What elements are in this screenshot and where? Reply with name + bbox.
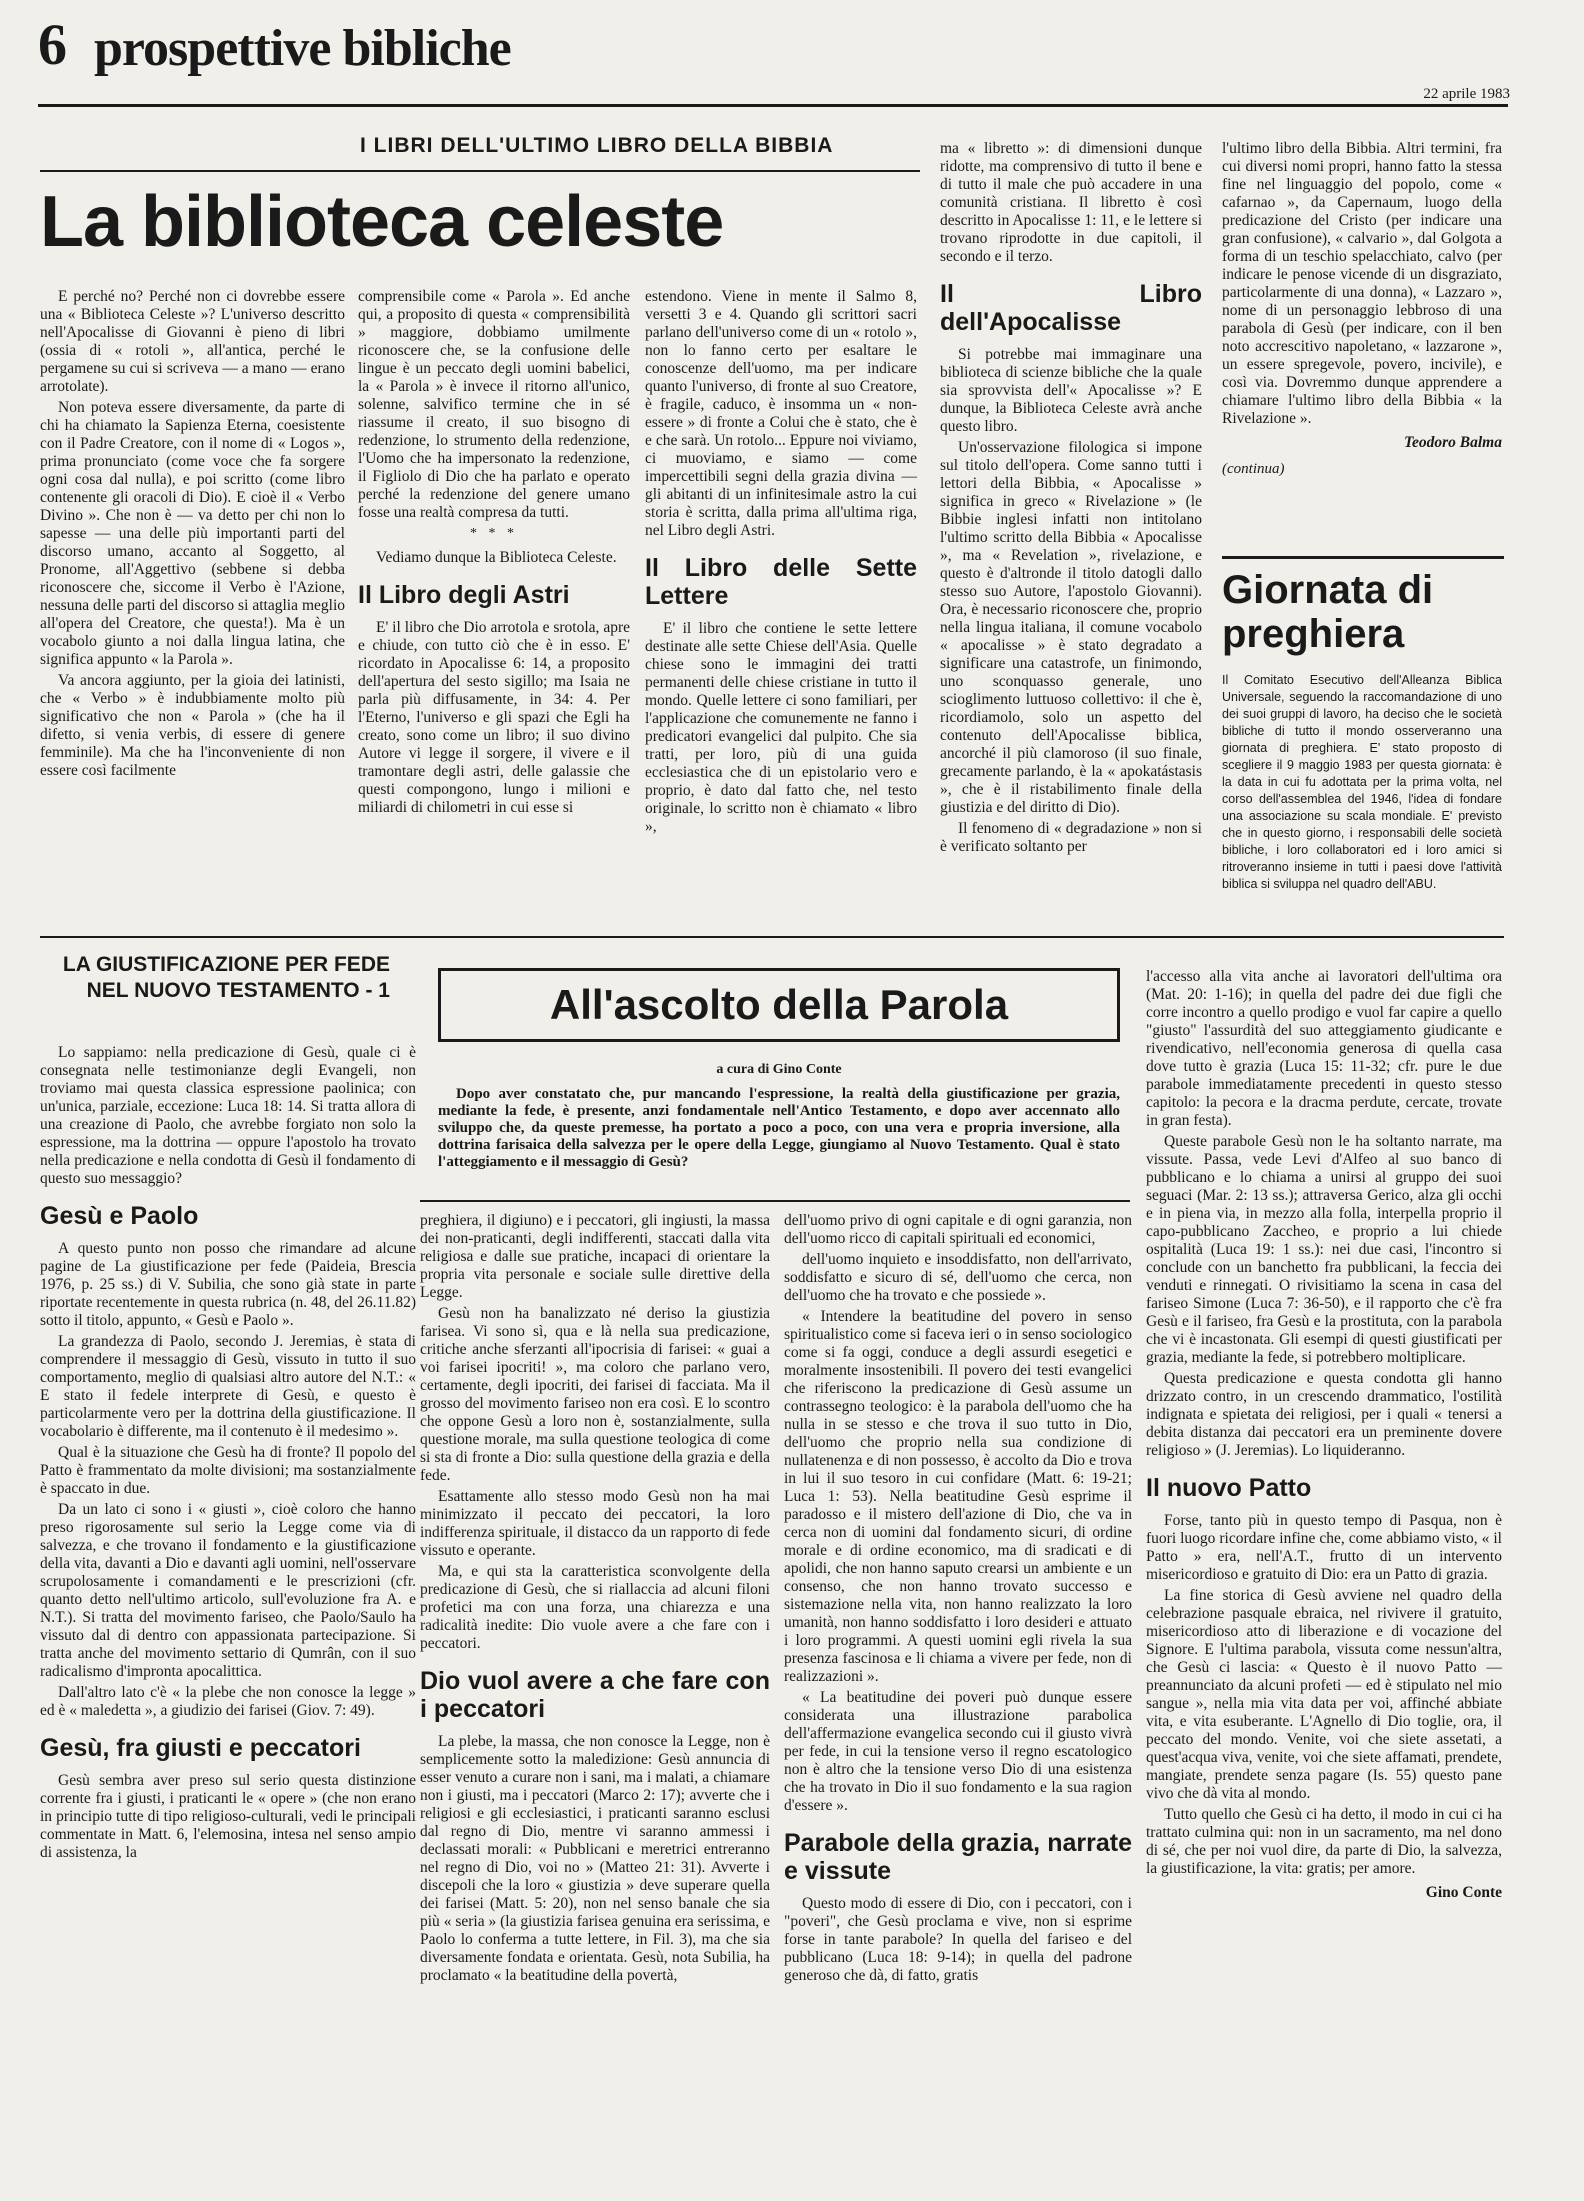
kicker-rule bbox=[40, 170, 920, 172]
article2-lead: Dopo aver constatato che, pur mancando l'espressione, la realtà della giustificazione per grazia, mediante la fede, è presente, anzi fondamentale nell'Antico Testamento, e dopo aver accennato allo sviluppo che, da queste premesse, ha portato a poco a poco, con una vera e propria inversione, alla dottrina farisaica della salvezza per le opere della Legge, giungiamo al Nuovo Testamento. Qual è stato l'atteggiamento e il messaggio di Gesù? bbox=[438, 1086, 1120, 1170]
subheading-apocalisse: Il Libro dell'Apocalisse bbox=[940, 280, 1202, 336]
article2-colB: preghiera, il digiuno) e i peccatori, gli ingiusti, la massa dei non-praticanti, degli indifferenti, staccati dalla vita religiosa e dalle sue pratiche, incapaci di orientare la propria vita personale e sociale sulle direttive della Legge. Gesù non ha banalizzato né deriso la giustizia farisea. Vi sono sì, qua e là nella sua predicazione, critiche anche sferzanti all'ipocrisia di farisei: « guai a voi farisei ipocriti! », ma coloro che parlano vero, certamente, degli ipocriti, dei farisei di facciata. Ma il grosso del movimento fariseo non era così. E lo scontro che oppone Gesù a loro non è, sostanzialmente, sulla questione morale, ma sulla questione teologica di come si sta di fronte a Dio: sulla questione della grazia e della fede. Esattamente allo stesso modo Gesù non ha mai minimizzato il peccato dei peccatori, la loro indifferenza spirituale, il distacco da un rapporto di fede vissuto e operante. Ma, e qui sta la caratteristica sconvolgente della predicazione di Gesù, che si riallaccia ad alcuni filoni profetici ma con una forza, una chiarezza e una radicalità inedite: Dio vuole avere a che fare con i peccatori. Dio vuol avere a che fare con i peccatori La plebe, la massa, che non conosce la Legge, non è semplicemente sotto la maledizione: Gesù annuncia di esser venuto a curare non i sani, ma i malati, a chiamare non i giusti, ma i peccatori (Marco 2: 17); avverte che i religiosi e gli ecclesiastici, i praticanti saranno esclusi dal regno di Dio, mentre vi saranno ammessi i declassati morali: « Pubblicani e meretrici entreranno nel regno di Dio, voi no » (Matteo 21: 31). Avverte i discepoli che la loro « giustizia » deve superare quella dei farisei (Matt. 5: 20), non nel senso banale che sia più « seria » (la giustizia farisea genuina era serissima, e Paolo lo conferma a tutte lettere, in Fil. 3), ma che sia diversamente fondata e orientata. Gesù, nota Subilia, ha proclamato « la beatitudine della povertà, bbox=[420, 1212, 770, 1984]
article1-col3: estendono. Viene in mente il Salmo 8, versetti 3 e 4. Quando gli scrittori sacri parlano dell'universo come di un « rotolo », non lo fanno certo per esaltare le conoscenze dell'uomo, ma per indicare quanto l'universo, di fronte al suo Creatore, è fragile, caduco, è insomma un « non-essere » di fronte a Colui che è stato, che è e che sarà. Un rotolo... Eppure noi viviamo, ci muoviamo, e siamo — come impercettibili segni della grazia divina — gli abitanti di un infinitesimale astro la cui storia è scritta, dalla prima all'ultima riga, nel Libro degli Astri. Il Libro delle Sette Lettere E' il libro che contiene le sette lettere destinate alle sette Chiese dell'Asia. Quelle chiese sono le immagini dei tratti permanenti delle chiese cristiane in tutto il mondo. Quelle lettere ci sono familiari, per l'applicazione che comunemente ne fanno i predicatori evangelici dal pulpito. Che sia tratti, per loro, più di una guida ecclesiastica che di un epistolario vero e proprio, è dato dal fatto che, nel testo originale, lo scritto non è chiamato « libro », bbox=[645, 288, 917, 835]
article1-col4: ma « libretto »: di dimensioni dunque ridotte, ma comprensivo di tutto il bene e di tutto il male che può accadere in una comunità cristiana. Il libretto è così descritto in Apocalisse 1: 11, e le lettere si trovano riprodotte in due capitoli, il secondo e il terzo. Il Libro dell'Apocalisse Si potrebbe mai immaginare una biblioteca di scienze bibliche che la quale sia sprovvista dell'« Apocalisse »? E dunque, la Biblioteca Celeste avrà anche questo libro. Un'osservazione filologica si impone sul titolo dell'opera. Come sanno tutti i lettori della Bibbia, « Apocalisse » significa in greco « Rivelazione » (le Bibbie inglesi infatti non intitolano l'ultimo scritto della Bibbia « Apocalisse », ma « Revelation », rivelazione, e questo è d'altronde il titolo datogli dallo stesso suo Autore, l'apostolo Giovanni). Ora, è necessario riconoscere che, proprio nella lingua italiana, il comune vocabolo « apocalisse » è stato degradato a significare una catastrofe, un finimondo, uno sconquasso generale, uno scioglimento luttuoso collettivo: il che è, ricordiamolo, solo un aspetto del contenuto dell'Apocalisse biblica, ancorché il più clamoroso (il suo finale, grecamente parlando, è la « apokatástasis », che è il ristabilimento finale della giustizia e del diritto di Dio). Il fenomeno di « degradazione » non si è verificato soltanto per bbox=[940, 140, 1202, 855]
masthead-title: prospettive bibliche bbox=[94, 20, 511, 77]
article2-kicker: LA GIUSTIFICAZIONE PER FEDE NEL NUOVO TESTAMENTO - 1 bbox=[62, 953, 390, 1002]
giornata-top-rule bbox=[1222, 556, 1504, 559]
giornata-headline: Giornata di preghiera bbox=[1222, 568, 1434, 656]
subheading-sette-lettere: Il Libro delle Sette Lettere bbox=[645, 554, 917, 610]
parola-title: All'ascolto della Parola bbox=[549, 981, 1009, 1028]
parola-title-box bbox=[438, 968, 1120, 1042]
article1-col2: comprensibile come « Parola ». Ed anche qui, a proposito di questa « comprensibilità » maggiore, dobbiamo umilmente riconoscere che, se la confusione delle lingue è un peccato degli uomini babelici, la « Parola » è invece il ritorno all'unico, solenne, salvifico termine che in sé riassume il creato, il suo bisogno di redenzione, lo strumento della redenzione, l'Uomo che ha impersonato la redenzione, il Figliolo di Dio che ha parlato e operato perché la redenzione del genere umano fosse una realtà compresa da tutti. * * * Vediamo dunque la Biblioteca Celeste. Il Libro degli Astri E' il libro che Dio arrotola e srotola, apre e chiude, con tutto ciò che è in esso. E' ricordato in Apocalisse 6: 14, a proposito dell'apertura del sesto sigillo; ma Isaia ne parla più diffusamente, in 34: 4. Per l'Eterno, l'universo e gli spazi che Egli ha creato, sono come un libro; il suo divino Autore vi legge il sorgere, il vivere e il tramontare degli astri, delle galassie che questi compongono, lungo i milioni e miliardi di chilometri in cui esse si bbox=[358, 288, 630, 816]
page-number: 6 bbox=[38, 12, 67, 77]
subheading-giusti-peccatori: Gesù, fra giusti e peccatori bbox=[40, 1734, 361, 1762]
article2-colD: l'accesso alla vita anche ai lavoratori dell'ultima ora (Mat. 20: 1-16); in quella del padre dei due figli che corre incontro a quello prodigo e vuol far capire a quello "giusto" l'assurdità del suo atteggiamento giudicante e rivendicativo, nell'economia generosa di quella casa dove tutto è grazia (Luca 15: 11-32; cfr. pure le due parabole immediatamente precedenti in questo stesso capitolo: la pecora e la dracma perdute, cercate, trovate in gran festa). Queste parabole Gesù non le ha soltanto narrate, ma vissute. Passa, vede Levi d'Alfeo al suo banco di pubblicano e lo chiama a unirsi al gruppo dei suoi seguaci (Mar. 2: 13 ss.); attraversa Gerico, alza gli occhi e in piena via, in mezzo alla folla, interpella proprio il capo-pubblicano Zaccheo, e proprio a lui chiede ospitalità (Luca 19: 1 ss.): nei due casi, l'incontro si conclude con un banchetto fra pubblicani, la feccia dei venduti e rinnegati. O rivisitiamo la scena in casa del fariseo Simone (Luca 7: 36-50), e il rapporto che c'è fra Gesù e il fariseo, fra Gesù e la prostituta, con la parabola che vi è incastonata. Gli esempi di questi giustificati per grazia, mediante la fede, si potrebbero moltiplicare. Questa predicazione e questa condotta gli hanno drizzato contro, in un crescendo drammatico, l'ostilità indignata e spietata dei religiosi, per i quali « tenersi a debita distanza dai peccatori era un preminente dovere religioso » (J. Jeremias). Lo liquideranno. Il nuovo Patto Forse, tanto più in questo tempo di Pasqua, non è fuori luogo ricordare infine che, come abbiamo visto, « il Patto » era, nell'A.T., frutto di un intervento misericordioso e gratuito di Dio: era un Patto di grazia. La fine storica di Gesù avviene nel quadro della celebrazione pasquale ebraica, nel rivivere il gratuito, misericordioso atto di liberazione e di vocazione del Signore. E l'ultima parabola, vissuta come nessun'altra, che Gesù ci lascia: « Questo è il nuovo Patto — preannunciato da alcuni profeti — ed è stipulato nel mio sangue », nella mia vita data per voi, affinché abbiate vita, e vita esuberante. L'Agnello di Dio toglie, ora, il peccato del mondo. Venite, voi che siete assetati, a quest'acqua viva, venite, voi che siete affamati, prendete, mangiate, prendete senza pagare (Is. 55) questo pane vivo che dà vita al mondo. Tutto quello che Gesù ci ha detto, il modo in cui ci ha trattato culmina qui: non in un sacramento, ma nel dono di sé, che per noi vuol dire, da parte di Dio, la salvezza, la giustificazione, la vita: gratis; per amore. Gino Conte bbox=[1146, 968, 1502, 1901]
lead-rule bbox=[420, 1200, 1130, 1202]
section-separator: * * * bbox=[470, 526, 518, 541]
article1-col1: E perché no? Perché non ci dovrebbe essere una « Biblioteca Celeste »? L'universo descritto nell'Apocalisse di Giovanni è pieno di libri (ossia di « rotoli », all'antica, perché le pergamene su cui si scriveva — a mano — erano arrotolate). Non poteva essere diversamente, da parte di chi ha chiamato la Sapienza Eterna, coesistente con il Padre Creatore, con il nome di « Logos », prima pronunciato (come voce che fa sorgere ogni cosa dal nulla), e poi scritto (come libro contenente gli oracoli di Dio). E cioè il « Verbo Divino ». Che non è — va detto per chi non lo sapesse — una delle più importanti parti del discorso umano, accanto al Soggetto, al Pronome, all'Aggettivo (sebbene si debba riconoscere che, siccome il Verbo è l'Azione, nessuna delle parti del discorso si attaglia meglio all'opera del Creatore, che questa!). Ma è un vocabolo giunto a noi dalla lingua latina, che significa appunto « la Parola ». Va ancora aggiunto, per la gioia dei latinisti, che « Verbo » è indubbiamente molto più significativo che non « Parola » (che ha il difetto, si venia verbis, di essere di genere femminile). Ma che ha l'inconveniente di non essere così facilmente bbox=[40, 288, 345, 779]
article2-colA: Lo sappiamo: nella predicazione di Gesù, quale ci è consegnata nelle testimonianze degli Evangeli, non troviamo mai questa classica espressione paolinica; con un'unica, parziale, eccezione: Luca 18: 14. Si tratta allora di una creazione di Paolo, che avrebbe forgiato non solo la espressione, ma la dottrina — oppure l'apostolo ha trovato nella predicazione e nella condotta di Gesù il fondamento di questo suo messaggio? Gesù e Paolo A questo punto non posso che rimandare ad alcune pagine de La giustificazione per fede (Paideia, Brescia 1976, p. 25 ss.) di V. Subilia, che sono già state in parte riportate recentemente in questa rubrica (n. 48, del 26.11.82) sotto il titolo, appunto, « Gesù e Paolo ». La grandezza di Paolo, secondo J. Jeremias, è stata di comprendere il messaggio di Gesù, vissuto in tutto il suo comportamento, meglio di qualsiasi altro autore del N.T.: « E stato il fedele interprete di Gesù, e questo è particolarmente vero per la dottrina della giustificazione. Il vocabolario è differente, ma il contenuto è il medesimo ». Qual è la situazione che Gesù ha di fronte? Il popolo del Patto è frammentato da molte divisioni; ma sostanzialmente è spaccato in due. Da un lato ci sono i « giusti », cioè coloro che hanno preso rigorosamente sul serio la Legge come via di salvezza, e che trovano il fondamento e la giustificazione della vita, davanti a Dio e davanti agli uomini, nell'osservare scrupolosamente i comandamenti e le prescrizioni (cfr. quanto detto nell'ultimo articolo, sull'evoluzione fra A. e N.T.). Si tratta del movimento fariseo, che Paolo/Saulo ha vissuto dal di dentro con appassionata partecipazione. Si tratta anche del movimento settario di Qumrân, con il suo radicalismo d'impronta apocalittica. Dall'altro lato c'è « la plebe che non conosce la legge » ed è « maledetta », a giudizio dei farisei (Giov. 7: 49). Gesù, fra giusti e peccatori Gesù sembra aver preso sul serio questa distinzione corrente fra i giusti, i praticanti le « opere » (che non erano in principio tutte di tipo religioso-culturali, vedi le principali commentate in Matt. 6, l'elemosina, intesa nel senso ampio di assistenza, la bbox=[40, 1044, 416, 1861]
giornata-body: Il Comitato Esecutivo dell'Alleanza Biblica Universale, seguendo la raccomandazione di uno dei suoi gruppi di lavoro, ha deciso che le società bibliche di tutto il mondo osserveranno una giornata di preghiera. E' stato proposto di scegliere il 9 maggio 1983 per questa giornata: è la data in cui fu adottata per la prima volta, nel corso dell'assemblea del 1946, l'idea di fondare una associazione su scala mondiale. E' previsto che in questo giorno, i responsabili delle società bibliche, i loro collaboratori ed i loro amici si ritroveranno insieme in tutti i paesi dove l'attività biblica si sviluppa nel quadro dell'ABU. bbox=[1222, 673, 1502, 891]
subheading-gesu-paolo: Gesù e Paolo bbox=[40, 1202, 199, 1230]
article1-kicker: I LIBRI DELL'ULTIMO LIBRO DELLA BIBBIA bbox=[360, 134, 834, 157]
masthead-date: 22 aprile 1983 bbox=[1423, 86, 1510, 102]
section-divider bbox=[40, 936, 1504, 938]
continua-note: (continua) bbox=[1222, 461, 1285, 477]
masthead bbox=[38, 14, 1548, 104]
subheading-nuovo-patto: Il nuovo Patto bbox=[1146, 1474, 1312, 1502]
article1-col5: l'ultimo libro della Bibbia. Altri termini, fra cui diversi nomi propri, hanno fatto la stessa fine nel linguaggio del popolo, come « cafarnao », da Capernaum, luogo della predicazione del Cristo (per indicare una gran confusione), « calvario », dal Golgota a forma di un teschio spelacchiato, calvo (per indicare le penose vicende di un disgraziato, particolarmente di una donna), « Lazzaro », nome di un personaggio lebbroso di una parabola di Gesù (per indicare, con il ben noto accrescitivo napoletano, « lazzarone », un essere spregevole, povero, incivile), e così via. Dovremmo dunque apprendere a chiamare l'ultimo libro della Bibbia « la Rivelazione ». Teodoro Balma (continua) bbox=[1222, 140, 1502, 477]
subheading-parabole: Parabole della grazia, narrate e vissute bbox=[784, 1829, 1132, 1885]
subheading-dio-peccatori: Dio vuol avere a che fare con i peccatori bbox=[420, 1667, 770, 1723]
signature-balma: Teodoro Balma bbox=[1403, 434, 1502, 451]
byline: a cura di Gino Conte bbox=[716, 1062, 842, 1077]
article2-colC: dell'uomo privo di ogni capitale e di ogni garanzia, non dell'uomo ricco di capitali spirituali ed economici, dell'uomo inquieto e insoddisfatto, non dell'arrivato, soddisfatto e sicuro di sé, dell'uomo che cerca, non dell'uomo che ha trovato e che possiede ». « Intendere la beatitudine del povero in senso spiritualistico come si faceva ieri o in senso sociologico come si fa oggi, conduce a degli assurdi esegetici e moralmente insostenibili. Il povero dei testi evangelici che riferiscono la predicazione di Gesù assume un contrassegno teologico: è la parabola dell'uomo che ha nulla in se stesso e che trova il suo tutto in Dio, dell'uomo che proprio nella sua condizione di nullatenenza e di non possesso, è accolto da Dio e trova in lui il suo tesoro in cui confidare (Matt. 6: 19-21; Luca 1: 53). Nella beatitudine Gesù esprime il paradosso e il mistero dell'azione di Dio, che va in cerca non di uomini dal fondamento sicuri, di ordine morale e di ordine economico, ma di sradicati e di apolidi, che non hanno saputo crearsi un ambiente e un consenso, che non hanno trovato successo e sistemazione nella vita, non hanno realizzato la loro umanità, non hanno soddisfatto i loro desideri e attuato i loro programmi. A questi uomini egli rivela la sua presenza fascinosa e li chiama a vivere per fede, non di realizzazioni ». « La beatitudine dei poveri può dunque essere considerata una illustrazione parabolica dell'affermazione evangelica secondo cui il giusto vivrà per fede, in cui la tensione verso il regno escatologico non è altro che la tensione verso Dio di una esistenza che ha trovato in Dio il suo fondamento e la sua ragion d'essere ». Parabole della grazia, narrate e vissute Questo modo di essere di Dio, con i peccatori, con i "poveri", che Gesù proclama e vive, non si esprime forse in tante parabole? In quella del fariseo e del pubblicano (Luca 18: 9-14); in quella del padrone generoso che dà, di fatto, gratis bbox=[784, 1212, 1132, 1984]
masthead-rule bbox=[38, 104, 1508, 107]
subheading-astri: Il Libro degli Astri bbox=[358, 581, 570, 609]
article1-headline: La biblioteca celeste bbox=[40, 182, 724, 262]
signature-conte: Gino Conte bbox=[1425, 1884, 1502, 1901]
